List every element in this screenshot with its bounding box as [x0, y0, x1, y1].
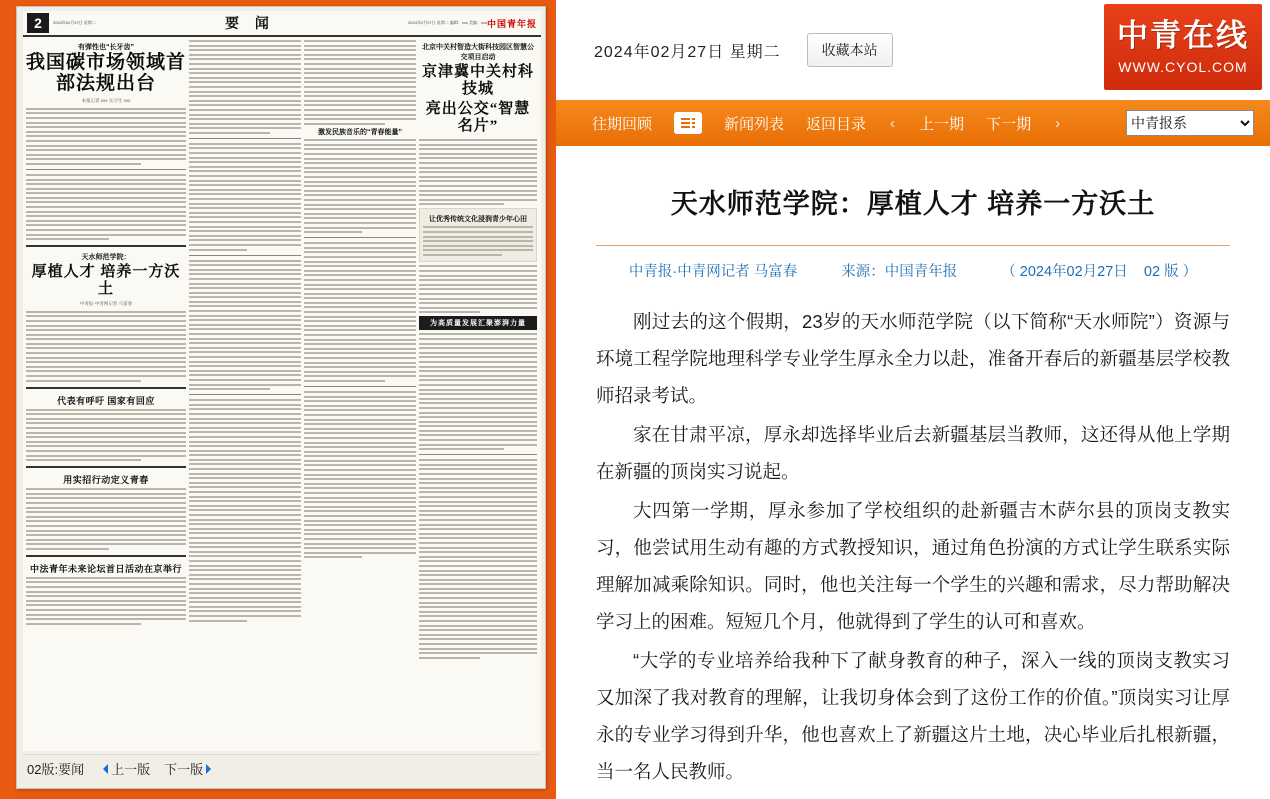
calendar-grid-icon[interactable]	[674, 112, 702, 134]
article-author: 中青报·中青网记者 马富春	[628, 264, 798, 280]
prev-page-label: 上一版	[111, 762, 151, 777]
right-arrow-icon	[206, 764, 216, 774]
column-divider	[26, 466, 186, 468]
header-date: 2024年02月27日 星期二	[594, 43, 781, 61]
newspaper-article-lead[interactable]	[26, 42, 186, 104]
column-divider	[419, 454, 537, 455]
article-headline[interactable]: 用实招行动定义青春	[63, 475, 149, 486]
newspaper-page-image[interactable]	[23, 11, 541, 751]
column-divider	[189, 394, 301, 395]
article-byline: 本报记者 xxx 实习生 xxx	[81, 97, 131, 103]
body-text-block	[189, 260, 301, 391]
article-headline[interactable]: 代表有呼吁 国家有回应	[57, 395, 155, 406]
article-kicker: 北京中关村智造大街科技园区智慧公交项目启动	[422, 44, 534, 61]
body-text-block	[423, 226, 533, 256]
body-text-block	[419, 333, 537, 450]
icon-bars	[681, 118, 690, 128]
body-text-block	[419, 459, 537, 659]
page-title: 天水师范学院：厚植人才 培养一方沃土	[670, 189, 1156, 219]
sidebar-box	[419, 208, 537, 262]
site-logo[interactable]	[1104, 4, 1262, 90]
masthead-section: 要 闻	[225, 15, 275, 31]
nav-next-issue[interactable]: 下一期	[986, 115, 1032, 133]
column-divider	[26, 555, 186, 557]
article-date: 2024年02月27日	[1019, 264, 1128, 280]
masthead-meta-right: 2024年2月27日 星期二 编辑：xxx 美编：xxx	[408, 20, 487, 26]
body-text-block	[26, 108, 186, 165]
article-headline[interactable]: 激发民族音乐的“青春能量”	[318, 129, 402, 137]
body-text-block	[26, 174, 186, 240]
site-header	[556, 0, 1270, 100]
body-text-block	[26, 311, 186, 382]
column-divider	[189, 138, 301, 139]
next-page-label: 下一版	[164, 762, 204, 777]
current-page-label: 02版:要闻	[27, 762, 85, 777]
article-paragraph: 家在甘肃平凉，厚永却选择毕业后去新疆基层当教师，这还得从他上学期在新疆的顶岗实习说起。	[596, 424, 1230, 482]
article-headline: 京津冀中关村科技城	[421, 64, 534, 98]
newspaper-page-panel	[0, 0, 556, 799]
site-logo-url: WWW.CYOL.COM	[1118, 58, 1248, 75]
body-text-block	[304, 40, 416, 125]
newspaper-page-frame[interactable]	[16, 6, 546, 789]
column-divider	[26, 245, 186, 247]
main-navigation	[556, 100, 1270, 146]
left-arrow-icon	[98, 764, 108, 774]
site-logo-text: 中青在线	[1117, 17, 1249, 53]
newspaper-article-secondary[interactable]	[419, 42, 537, 135]
body-text-block	[419, 265, 537, 313]
masthead-page-number: 2	[27, 13, 49, 33]
nav-news-list[interactable]: 新闻列表	[724, 115, 785, 133]
body-text-block	[189, 40, 301, 134]
chevron-left-icon[interactable]: ‹	[890, 114, 896, 132]
favorite-site-button[interactable]: 收藏本站	[807, 33, 893, 67]
body-text-block	[304, 391, 416, 558]
column-divider	[304, 237, 416, 238]
article-headline-second-line: 亮出公交“智慧名片”	[425, 100, 531, 134]
body-text-block	[304, 242, 416, 382]
article-source: 来源：中国青年报	[841, 264, 958, 280]
article-headline[interactable]: 中法青年未来论坛首日活动在京举行	[29, 563, 182, 574]
article-page-number: 02 版	[1143, 264, 1179, 280]
next-page-button[interactable]	[164, 759, 216, 778]
body-text-block	[304, 139, 416, 233]
article-headline: 我国碳市场领域首部法规出台	[26, 52, 187, 94]
newspaper-column-a	[26, 40, 186, 737]
article-byline: 中青报·中青网记者 马富春	[79, 300, 133, 306]
article-headline: 让优秀传统文化浸润青少年心田	[429, 216, 527, 224]
column-divider	[26, 169, 186, 170]
article-date-group	[1001, 260, 1197, 281]
prev-page-button[interactable]	[98, 759, 150, 778]
icon-dots	[692, 118, 695, 128]
article-kicker: 天水师范学院：	[81, 254, 131, 262]
newspaper-article-feature[interactable]	[26, 252, 186, 307]
masthead-meta-left: 2024年02月27日 星期二	[53, 20, 96, 26]
body-text-block	[189, 399, 301, 622]
paren-open: （	[1001, 264, 1016, 280]
nav-past-issues[interactable]: 往期回顾	[592, 115, 653, 133]
column-divider	[304, 386, 416, 387]
nav-back-to-contents[interactable]: 返回目录	[806, 115, 867, 133]
newspaper-columns	[23, 37, 541, 737]
body-text-block	[26, 488, 186, 550]
article-body	[596, 303, 1230, 790]
paper-toolbar	[23, 754, 539, 782]
paren-close: ）	[1182, 264, 1198, 280]
article-paragraph: 刚过去的这个假期，23岁的天水师范学院（以下简称“天水师院”）资源与环境工程学院地理科学专业学生厚永全力以赴，准备开春后的新疆基层学校教师招录考试。	[596, 311, 1230, 406]
masthead-logo: 中国青年报	[486, 18, 537, 29]
publication-select[interactable]	[1126, 110, 1254, 136]
newspaper-masthead	[23, 11, 541, 37]
newspaper-column-b	[189, 40, 301, 737]
article-panel	[556, 0, 1270, 799]
body-text-block	[419, 139, 537, 205]
nav-prev-issue[interactable]: 上一期	[919, 115, 965, 133]
column-divider	[26, 387, 186, 389]
column-divider	[189, 255, 301, 256]
body-text-block	[189, 143, 301, 251]
newspaper-column-d	[419, 40, 537, 737]
article-headline[interactable]: 为高质量发展汇聚澎湃力量	[419, 316, 537, 330]
chevron-right-icon[interactable]: ›	[1055, 114, 1061, 132]
article-meta	[596, 245, 1230, 281]
body-text-block	[26, 409, 186, 462]
article-paragraph: “大学的专业培养给我种下了献身教育的种子，深入一线的顶岗支教实习又加深了我对教育的理解，让我切身体会到了这份工作的价值。”顶岗实习让厚永的专业学习得到升华，他也喜欢上了新疆这片土地，决心毕业后扎根新疆，当一名人民教师。	[596, 650, 1230, 782]
article-kicker: 有弹性也“长牙齿”	[78, 44, 134, 51]
newspaper-column-c	[304, 40, 416, 737]
body-text-block	[26, 577, 186, 625]
article-headline: 厚植人才 培养一方沃土	[31, 264, 181, 298]
article-paragraph: 大四第一学期，厚永参加了学校组织的赴新疆吉木萨尔县的顶岗支教实习，他尝试用生动有趣的方式教授知识，通过角色扮演的方式让学生联系实际理解加减乘除知识。同时，他也关注每一个学生的兴趣和需求，尽力帮助解决学习上的困难。短短几个月，他就得到了学生的认可和喜欢。	[596, 500, 1230, 632]
article-content	[556, 146, 1270, 790]
